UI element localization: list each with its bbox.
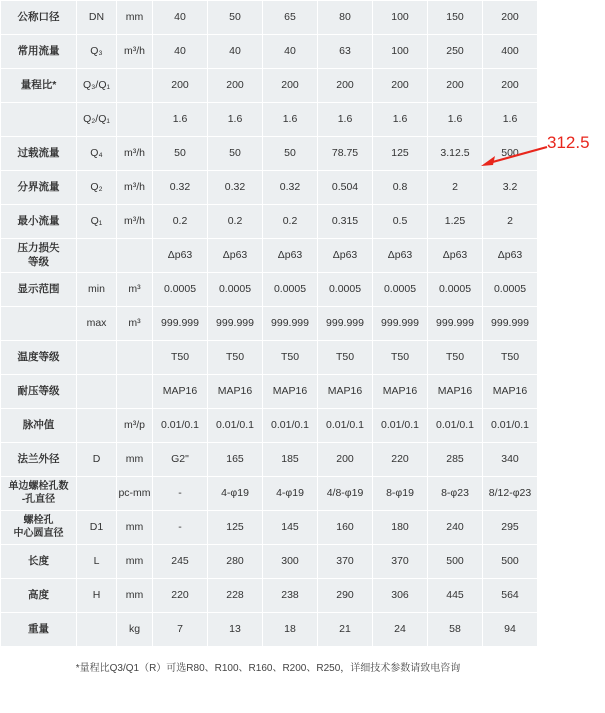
row-symbol: D xyxy=(77,443,117,477)
table-row xyxy=(1,443,538,477)
table-cell: 58 xyxy=(428,613,483,647)
row-label: 常用流量 xyxy=(1,35,77,69)
row-unit: m³/h xyxy=(117,35,153,69)
table-cell: 1.6 xyxy=(208,103,263,137)
table-cell: 50 xyxy=(153,137,208,171)
table-row xyxy=(1,375,538,409)
row-symbol: Q₂ xyxy=(77,171,117,205)
table-cell: 200 xyxy=(318,443,373,477)
table-row xyxy=(1,409,538,443)
row-symbol: Q₃/Q₁ xyxy=(77,69,117,103)
table-cell: 1.6 xyxy=(153,103,208,137)
table-cell: 100 xyxy=(373,1,428,35)
table-row xyxy=(1,69,538,103)
table-cell: T50 xyxy=(263,341,318,375)
table-cell: 245 xyxy=(153,545,208,579)
table-cell: 200 xyxy=(153,69,208,103)
table-cell: 300 xyxy=(263,545,318,579)
table-cell: 0.01/0.1 xyxy=(483,409,538,443)
row-label: 长度 xyxy=(1,545,77,579)
table-row xyxy=(1,477,538,511)
table-cell: 200 xyxy=(483,69,538,103)
table-cell: 564 xyxy=(483,579,538,613)
table-cell: 250 xyxy=(428,35,483,69)
table-row xyxy=(1,171,538,205)
table-row xyxy=(1,273,538,307)
row-label: 显示范围 xyxy=(1,273,77,307)
table-cell: 0.8 xyxy=(373,171,428,205)
table-cell: 285 xyxy=(428,443,483,477)
table-cell: 1.6 xyxy=(318,103,373,137)
table-row xyxy=(1,579,538,613)
table-cell: Δp63 xyxy=(483,239,538,273)
table-cell: 0.315 xyxy=(318,205,373,239)
table-cell: 0.5 xyxy=(373,205,428,239)
table-cell: 18 xyxy=(263,613,318,647)
row-symbol: H xyxy=(77,579,117,613)
row-symbol xyxy=(77,613,117,647)
table-cell: 0.32 xyxy=(153,171,208,205)
row-label xyxy=(1,103,77,137)
row-label: 压力损失 等级 xyxy=(1,239,77,273)
table-cell: G2" xyxy=(153,443,208,477)
table-cell: 280 xyxy=(208,545,263,579)
table-cell: 40 xyxy=(208,35,263,69)
table-row xyxy=(1,137,538,171)
row-label: 高度 xyxy=(1,579,77,613)
table-cell: 1.25 xyxy=(428,205,483,239)
table-cell: 65 xyxy=(263,1,318,35)
table-cell: 500 xyxy=(428,545,483,579)
table-cell: T50 xyxy=(318,341,373,375)
table-cell: MAP16 xyxy=(318,375,373,409)
row-symbol: min xyxy=(77,273,117,307)
table-cell: Δp63 xyxy=(153,239,208,273)
row-label: 分界流量 xyxy=(1,171,77,205)
table-cell: 50 xyxy=(263,137,318,171)
table-cell: 200 xyxy=(428,69,483,103)
table-cell: 200 xyxy=(373,69,428,103)
table-cell: 100 xyxy=(373,35,428,69)
row-unit: mm xyxy=(117,511,153,545)
table-cell: 185 xyxy=(263,443,318,477)
table-cell: 500 xyxy=(483,137,538,171)
table-row xyxy=(1,205,538,239)
table-cell: 228 xyxy=(208,579,263,613)
table-cell: 4/8-φ19 xyxy=(318,477,373,511)
table-cell: 999.999 xyxy=(318,307,373,341)
table-cell: T50 xyxy=(373,341,428,375)
table-cell: T50 xyxy=(208,341,263,375)
row-unit: mm xyxy=(117,443,153,477)
row-symbol: D1 xyxy=(77,511,117,545)
row-label: 量程比* xyxy=(1,69,77,103)
row-unit: kg xyxy=(117,613,153,647)
table-cell: T50 xyxy=(153,341,208,375)
row-label: 温度等级 xyxy=(1,341,77,375)
row-symbol: Q₃ xyxy=(77,35,117,69)
table-cell: MAP16 xyxy=(428,375,483,409)
table-cell: 999.999 xyxy=(208,307,263,341)
table-cell: 2 xyxy=(428,171,483,205)
table-cell: 80 xyxy=(318,1,373,35)
row-unit xyxy=(117,69,153,103)
table-cell: 999.999 xyxy=(373,307,428,341)
table-cell: 200 xyxy=(483,1,538,35)
table-cell: 0.01/0.1 xyxy=(208,409,263,443)
table-cell: 2 xyxy=(483,205,538,239)
table-cell: T50 xyxy=(428,341,483,375)
table-cell: 0.2 xyxy=(153,205,208,239)
table-cell: 145 xyxy=(263,511,318,545)
table-row xyxy=(1,341,538,375)
row-unit xyxy=(117,239,153,273)
table-cell: 370 xyxy=(373,545,428,579)
table-cell: 0.0005 xyxy=(318,273,373,307)
table-row xyxy=(1,613,538,647)
table-cell: 3.2 xyxy=(483,171,538,205)
table-cell: 0.0005 xyxy=(428,273,483,307)
table-cell: 40 xyxy=(263,35,318,69)
table-row xyxy=(1,103,538,137)
table-cell: 1.6 xyxy=(263,103,318,137)
row-unit: m³ xyxy=(117,307,153,341)
table-cell: 370 xyxy=(318,545,373,579)
table-cell: - xyxy=(153,511,208,545)
row-symbol: max xyxy=(77,307,117,341)
table-row xyxy=(1,511,538,545)
row-unit: pc-mm xyxy=(117,477,153,511)
table-cell: - xyxy=(153,477,208,511)
row-unit: m³/h xyxy=(117,171,153,205)
table-cell: T50 xyxy=(483,341,538,375)
annotation-arrow-icon xyxy=(479,145,549,167)
table-row xyxy=(1,239,538,273)
table-cell: 220 xyxy=(373,443,428,477)
row-unit: mm xyxy=(117,579,153,613)
row-label xyxy=(1,307,77,341)
row-unit xyxy=(117,341,153,375)
table-cell: Δp63 xyxy=(373,239,428,273)
row-unit: m³/p xyxy=(117,409,153,443)
table-cell: 50 xyxy=(208,137,263,171)
footnote-text: *量程比Q3/Q1（R）可选R80、R100、R160、R200、R250，详细技术参数请致电咨询 xyxy=(75,663,461,674)
table-cell: 40 xyxy=(153,1,208,35)
row-unit: mm xyxy=(117,1,153,35)
table-cell: 295 xyxy=(483,511,538,545)
table-cell: 94 xyxy=(483,613,538,647)
table-cell: 150 xyxy=(428,1,483,35)
table-cell: 0.0005 xyxy=(373,273,428,307)
row-unit xyxy=(117,375,153,409)
table-cell: MAP16 xyxy=(483,375,538,409)
table-cell: 0.0005 xyxy=(483,273,538,307)
table-row xyxy=(1,1,538,35)
table-cell: 24 xyxy=(373,613,428,647)
row-unit: m³ xyxy=(117,273,153,307)
table-cell: 340 xyxy=(483,443,538,477)
row-unit: mm xyxy=(117,545,153,579)
row-unit: m³/h xyxy=(117,137,153,171)
table-cell: 7 xyxy=(153,613,208,647)
table-cell: 1.6 xyxy=(428,103,483,137)
table-cell: 290 xyxy=(318,579,373,613)
table-cell: 0.01/0.1 xyxy=(153,409,208,443)
table-cell: 0.0005 xyxy=(263,273,318,307)
row-symbol: L xyxy=(77,545,117,579)
row-label: 单边螺栓孔数 -孔直径 xyxy=(1,477,77,511)
row-label: 重量 xyxy=(1,613,77,647)
table-cell: 0.0005 xyxy=(208,273,263,307)
table-cell: 0.32 xyxy=(208,171,263,205)
table-cell: 0.01/0.1 xyxy=(318,409,373,443)
table-cell: 999.999 xyxy=(428,307,483,341)
table-cell: 1.6 xyxy=(483,103,538,137)
table-cell: 220 xyxy=(153,579,208,613)
row-label: 耐压等级 xyxy=(1,375,77,409)
table-cell: 21 xyxy=(318,613,373,647)
annotation-value: 312.5 xyxy=(547,133,590,152)
row-label: 螺栓孔 中心圆直径 xyxy=(1,511,77,545)
table-cell: 8/12-φ23 xyxy=(483,477,538,511)
table-cell: 3.12.5 xyxy=(428,137,483,171)
table-cell: 0.504 xyxy=(318,171,373,205)
row-symbol: Q₁ xyxy=(77,205,117,239)
table-cell: 1.6 xyxy=(373,103,428,137)
table-cell: 200 xyxy=(263,69,318,103)
table-cell: 240 xyxy=(428,511,483,545)
row-unit xyxy=(117,103,153,137)
table-cell: 8-φ19 xyxy=(373,477,428,511)
row-symbol: DN xyxy=(77,1,117,35)
table-row xyxy=(1,545,538,579)
row-symbol xyxy=(77,375,117,409)
table-cell: 0.0005 xyxy=(153,273,208,307)
row-label: 脉冲值 xyxy=(1,409,77,443)
table-cell: 238 xyxy=(263,579,318,613)
row-symbol: Q₄ xyxy=(77,137,117,171)
table-cell: 306 xyxy=(373,579,428,613)
table-cell: 0.01/0.1 xyxy=(373,409,428,443)
row-symbol xyxy=(77,477,117,511)
table-cell: Δp63 xyxy=(208,239,263,273)
table-cell: 200 xyxy=(318,69,373,103)
table-cell: 8-φ23 xyxy=(428,477,483,511)
table-cell: 400 xyxy=(483,35,538,69)
table-row xyxy=(1,307,538,341)
table-cell: 0.01/0.1 xyxy=(263,409,318,443)
row-label: 最小流量 xyxy=(1,205,77,239)
table-cell: 165 xyxy=(208,443,263,477)
row-symbol: Q₂/Q₁ xyxy=(77,103,117,137)
table-cell: 50 xyxy=(208,1,263,35)
table-cell: 125 xyxy=(373,137,428,171)
table-cell: Δp63 xyxy=(428,239,483,273)
table-cell: 500 xyxy=(483,545,538,579)
table-cell: Δp63 xyxy=(318,239,373,273)
table-cell: 160 xyxy=(318,511,373,545)
table-cell: 999.999 xyxy=(483,307,538,341)
table-cell: 180 xyxy=(373,511,428,545)
table-cell: 63 xyxy=(318,35,373,69)
table-cell: 0.01/0.1 xyxy=(428,409,483,443)
row-label: 公称口径 xyxy=(1,1,77,35)
table-cell: 13 xyxy=(208,613,263,647)
row-symbol xyxy=(77,341,117,375)
table-cell: Δp63 xyxy=(263,239,318,273)
table-cell: MAP16 xyxy=(153,375,208,409)
table-row xyxy=(1,35,538,69)
table-cell: 0.32 xyxy=(263,171,318,205)
table-cell: 4-φ19 xyxy=(208,477,263,511)
table-cell: MAP16 xyxy=(263,375,318,409)
table-cell: MAP16 xyxy=(208,375,263,409)
row-symbol xyxy=(77,409,117,443)
table-cell: 125 xyxy=(208,511,263,545)
row-unit: m³/h xyxy=(117,205,153,239)
table-cell: 200 xyxy=(208,69,263,103)
table-cell: 999.999 xyxy=(153,307,208,341)
row-symbol xyxy=(77,239,117,273)
table-cell: 999.999 xyxy=(263,307,318,341)
table-cell: MAP16 xyxy=(373,375,428,409)
table-cell: 0.2 xyxy=(263,205,318,239)
table-cell: 40 xyxy=(153,35,208,69)
table-cell: 4-φ19 xyxy=(263,477,318,511)
table-cell: 78.75 xyxy=(318,137,373,171)
row-label: 法兰外径 xyxy=(1,443,77,477)
row-label: 过载流量 xyxy=(1,137,77,171)
table-cell: 0.2 xyxy=(208,205,263,239)
table-cell: 445 xyxy=(428,579,483,613)
